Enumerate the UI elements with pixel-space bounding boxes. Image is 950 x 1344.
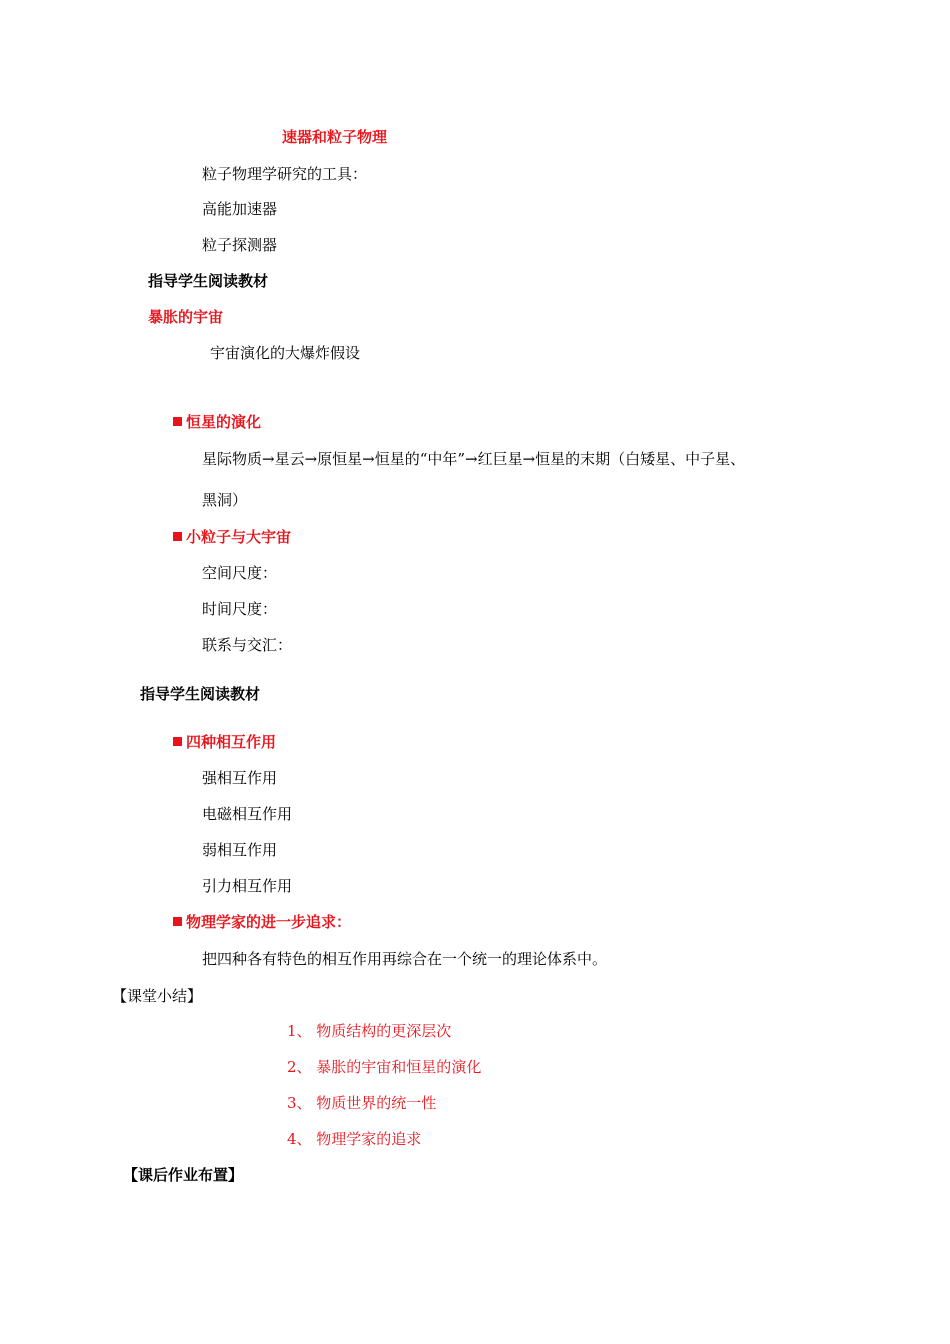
inflation-heading: 暴胀的宇宙 (148, 308, 224, 326)
space-scale: 空间尺度： (202, 564, 278, 582)
square-bullet-icon (173, 737, 182, 746)
guide-reading-2: 指导学生阅读教材 (140, 685, 261, 703)
summary-item: 3、 物质世界的统一性 (287, 1094, 437, 1112)
four-forces-heading-text: 四种相互作用 (186, 733, 277, 751)
guide-reading-1: 指导学生阅读教材 (148, 272, 269, 290)
summary-item: 4、 物理学家的追求 (287, 1130, 422, 1148)
force-weak: 弱相互作用 (202, 841, 278, 859)
pursuit-text: 把四种各有特色的相互作用再综合在一个统一的理论体系中。 (202, 950, 608, 968)
stellar-line-2: 黑洞） (202, 491, 248, 509)
homework-heading: 【课后作业布置】 (123, 1166, 244, 1184)
square-bullet-icon (173, 417, 182, 426)
pursuit-heading-text: 物理学家的进一步追求： (186, 913, 352, 931)
stellar-heading (173, 412, 261, 432)
accelerator-heading: 速器和粒子物理 (282, 128, 388, 146)
force-electromagnetic: 电磁相互作用 (202, 805, 293, 823)
tool-detector: 粒子探测器 (202, 236, 278, 254)
square-bullet-icon (173, 532, 182, 541)
connection: 联系与交汇： (202, 636, 293, 654)
summary-heading: 【课堂小结】 (112, 987, 203, 1005)
small-big-heading (173, 527, 291, 547)
summary-item: 1、 物质结构的更深层次 (287, 1022, 452, 1040)
square-bullet-icon (173, 917, 182, 926)
big-bang-hypothesis: 宇宙演化的大爆炸假设 (210, 344, 361, 362)
force-gravity: 引力相互作用 (202, 877, 293, 895)
four-forces-heading (173, 732, 276, 752)
stellar-line-1: 星际物质→星云→原恒星→恒星的“中年”→红巨星→恒星的末期（白矮星、中子星、 (202, 450, 746, 468)
small-big-heading-text: 小粒子与大宇宙 (186, 528, 292, 546)
force-strong: 强相互作用 (202, 769, 278, 787)
tool-accelerator: 高能加速器 (202, 200, 278, 218)
time-scale: 时间尺度： (202, 600, 278, 618)
pursuit-heading (173, 912, 351, 932)
tools-intro: 粒子物理学研究的工具： (202, 165, 368, 183)
summary-item: 2、 暴胀的宇宙和恒星的演化 (287, 1058, 482, 1076)
stellar-heading-text: 恒星的演化 (186, 413, 262, 431)
